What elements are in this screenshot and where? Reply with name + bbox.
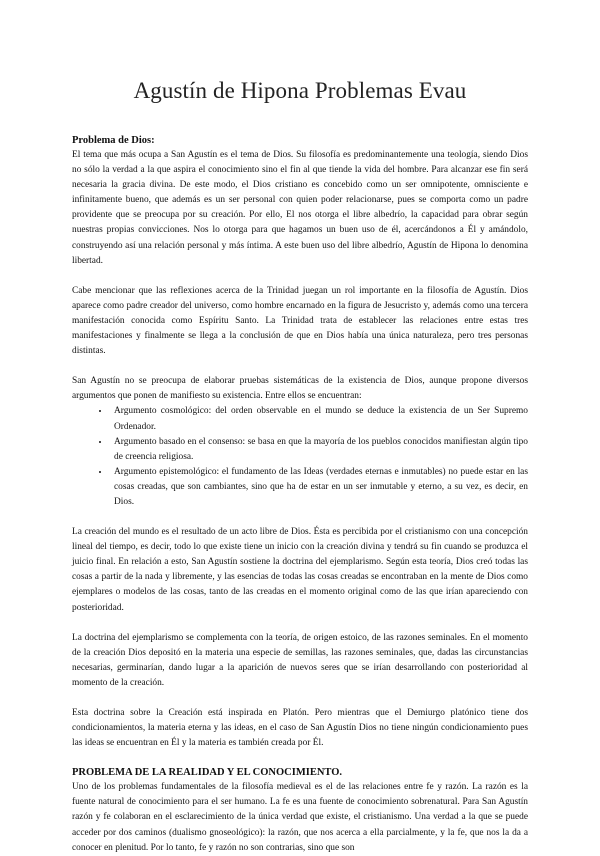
section-heading: Problema de Dios: (72, 135, 155, 146)
section-realidad-conocimiento (72, 766, 528, 855)
section-heading: PROBLEMA DE LA REALIDAD Y EL CONOCIMIENTO. (72, 767, 343, 779)
list-item: • Argumento epistemológico: el fundamento de las Ideas (verdades eternas e inmutables) no puede estar en las cosas creadas, que son cambiantes, sino que ha de estar en un ser inmutable y eterno, a su vez, es decir, en Dios. (110, 465, 528, 510)
paragraph: La creación del mundo es el resultado de un acto libre de Dios. Ésta es percibida por el cristianismo con una concepción lineal del tiempo, es decir, todo lo que existe tiene un inicio con la creación divina y tendrá su fin cuando se produzca el juicio final. En relación a esto, San Agustín sostiene la doctrina del ejemplarismo. Según esta teoría, Dios creó todas las cosas a partir de la nada y libremente, y las esencias de todas las cosas creadas se encontraban en la mente de Dios como ejemplares o modelos de las cosas, tanto de las creadas en el momento original como de las que irían apareciendo con posterioridad. (72, 527, 528, 613)
paragraph: Uno de los problemas fundamentales de la filosofía medieval es el de las relaciones entre fe y razón. La razón es la fuente natural de conocimiento para el ser humano. La fe es una fuente de conocimiento sobrenatural. Para San Agustín razón y fe colaboran en el esclarecimiento de la única verdad que existe, el cristianismo. Una verdad a la que se puede acceder por dos caminos (dualismo gnoseológico): la razón, que nos acerca a ella parcialmente, y la fe, que nos la da a conocer en plenitud. Por lo tanto, fe y razón no son contrarias, sino que son (72, 782, 528, 853)
document-title: Agustín de Hipona Problemas Evau (133, 78, 467, 103)
paragraph: Cabe mencionar que las reflexiones acerca de la Trinidad juegan un rol importante en la filosofía de Agustín. Dios aparece como padre creador del universo, como hombre encarnado en la figura de Jesucristo y, además como una tercera manifestación conocida como Espíritu Santo. La Trinidad trata de establecer las relaciones entre estas tres manifestaciones y finalmente se llega a la conclusión de que en Dios había una única naturaleza, pero tres personas distintas. (72, 285, 528, 357)
paragraph: La doctrina del ejemplarismo se complementa con la teoría, de origen estoico, de las razones seminales. En el momento de la creación Dios depositó en la materia una especie de semillas, las razones seminales, que, dadas las circunstancias necesarias, germinarían, dando lugar a la aparición de nuevos seres que se irían desarrollando con posterioridad al momento de la creación. (72, 632, 528, 688)
list-item: • Argumento basado en el consenso: se basa en que la mayoría de los pueblos conocidos manifiestan algún tipo de creencia religiosa. (110, 435, 528, 465)
paragraph: San Agustín no se preocupa de elaborar pruebas sistemáticas de la existencia de Dios, aunque propone diversos argumentos que ponen de manifiesto su existencia. Entre ellos se encuentran: (72, 376, 528, 402)
list-item: • Argumento cosmológico: del orden observable en el mundo se deduce la existencia de un Ser Supremo Ordenador. (110, 404, 528, 434)
paragraph: El tema que más ocupa a San Agustín es el tema de Dios. Su filosofía es predominantemente una teología, siendo Dios no sólo la verdad a la que aspira el conocimiento sino el fin al que tiende la vida del hombre. Para alcanzar ese fin será necesaria la gracia divina. De este modo, el Dios cristiano es concebido como un ser omnipotente, omnisciente e infinitamente bueno, que además es un ser personal con quien poder relacionarse, pues se comporta como un padre providente que se preocupa por su creación. Por ello, El nos otorga el libre albedrío, la capacidad para obrar según nuestras propias convicciones. Nos lo otorga para que hagamos un buen uso de él, acercándonos a Él y amándolo, construyendo así una relación personal y más íntima. A este buen uso del libre albedrío, Agustín de Hipona lo denomina libertad. (72, 150, 528, 266)
paragraph: Esta doctrina sobre la Creación está inspirada en Platón. Pero mientras que el Demiurgo platónico tiene dos condicionamientos, la materia eterna y las ideas, en el caso de San Agustín Dios no tiene ningún condicionamiento pues las ideas se encuentran en Él y la materia es también creada por Él. (72, 708, 528, 749)
argument-list (72, 404, 528, 510)
section-problema-de-dios (72, 134, 528, 751)
